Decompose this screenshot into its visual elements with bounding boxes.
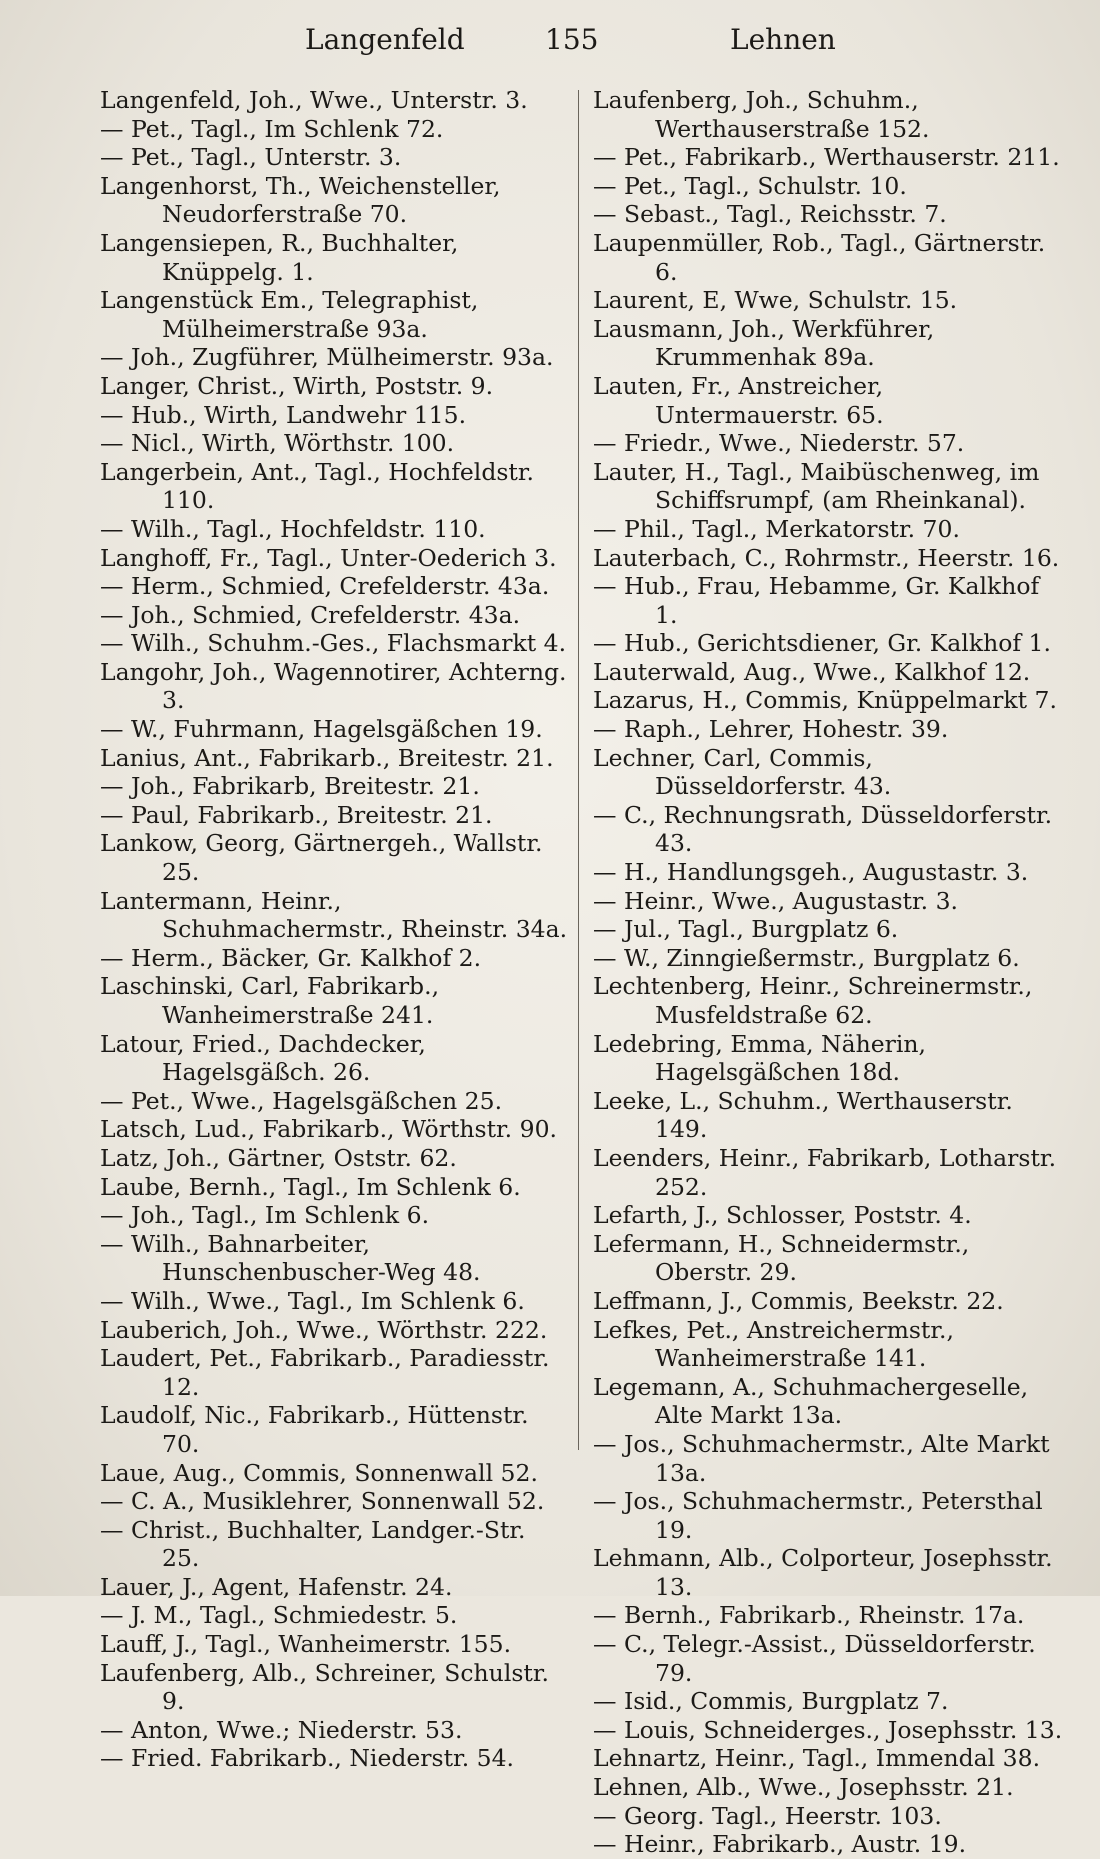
directory-entry: Langerbein, Ant., Tagl., Hochfeldstr. 110. [100, 457, 534, 515]
directory-entry: Lefermann, H., Schneidermstr., Oberstr. 29. [593, 1229, 970, 1287]
directory-entry: Laschinski, Carl, Fabrikarb., Wanheimerstraße 241. [100, 972, 440, 1029]
directory-entry: Langer, Christ., Wirth, Poststr. 9. [100, 371, 494, 400]
directory-entry: — Wilh., Wwe., Tagl., Im Schlenk 6. [100, 1286, 525, 1315]
directory-entry: Laurent, E, Wwe, Schulstr. 15. [593, 286, 958, 315]
header-right-keyword: Lehnen [730, 23, 836, 56]
directory-entry: Lanius, Ant., Fabrikarb., Breitestr. 21. [100, 743, 554, 772]
directory-entry: Laufenberg, Alb., Schreiner, Schulstr. 9. [100, 1658, 549, 1716]
directory-entry: — Pet., Tagl., Schulstr. 10. [593, 171, 907, 200]
directory-entry: Laudert, Pet., Fabrikarb., Paradiesstr. 12. [100, 1344, 550, 1401]
directory-entry: — Pet., Tagl., Im Schlenk 72. [100, 114, 444, 143]
directory-entry: — Jul., Tagl., Burgplatz 6. [593, 915, 899, 944]
directory-entry: Laube, Bernh., Tagl., Im Schlenk 6. [100, 1172, 521, 1201]
directory-entry: — C. A., Musiklehrer, Sonnenwall 52. [100, 1487, 545, 1516]
directory-entry: — Herm., Bäcker, Gr. Kalkhof 2. [100, 943, 482, 972]
directory-entry: — Fried. Fabrikarb., Niederstr. 54. [100, 1744, 515, 1773]
directory-entry: — Friedr., Wwe., Niederstr. 57. [593, 429, 965, 458]
directory-entry: — Joh., Tagl., Im Schlenk 6. [100, 1201, 430, 1230]
directory-entry: Laue, Aug., Commis, Sonnenwall 52. [100, 1458, 538, 1487]
directory-entry: — Georg. Tagl., Heerstr. 103. [593, 1801, 942, 1830]
directory-entry: Langenhorst, Th., Weichensteller, Neudorferstraße 70. [100, 171, 501, 229]
directory-entry: Leeke, L., Schuhm., Werthauserstr. 149. [593, 1086, 1013, 1144]
directory-entry: Lazarus, H., Commis, Knüppelmarkt 7. [593, 686, 1057, 715]
directory-entry: Laufenberg, Joh., Schuhm., Werthauserstraße 152. [593, 86, 930, 143]
directory-entry: — Wilh., Schuhm.-Ges., Flachsmarkt 4. [100, 629, 567, 658]
directory-entry: Lechner, Carl, Commis, Düsseldorferstr. 43. [593, 743, 892, 801]
directory-entry: Langensiepen, R., Buchhalter, Knüppelg. 1. [100, 228, 459, 286]
directory-entry: — W., Zinngießermstr., Burgplatz 6. [593, 943, 1020, 972]
directory-entry: Lefarth, J., Schlosser, Poststr. 4. [593, 1201, 972, 1230]
directory-entry: Lehnen, Alb., Wwe., Josephsstr. 21. [593, 1773, 1014, 1802]
directory-entry: — Hub., Frau, Hebamme, Gr. Kalkhof 1. [593, 572, 1040, 629]
directory-entry: Lauterwald, Aug., Wwe., Kalkhof 12. [593, 657, 1031, 686]
directory-entry: Latour, Fried., Dachdecker, Hagelsgäßch. 26. [100, 1029, 426, 1087]
directory-entry: — Christ., Buchhalter, Landger.-Str. 25. [100, 1515, 526, 1573]
directory-entry: — Pet., Tagl., Unterstr. 3. [100, 143, 402, 172]
directory-entry: Langenfeld, Joh., Wwe., Unterstr. 3. [100, 86, 528, 114]
directory-entry: Laudolf, Nic., Fabrikarb., Hüttenstr. 70. [100, 1401, 529, 1458]
running-header [100, 18, 1000, 62]
directory-entry: — Phil., Tagl., Merkatorstr. 70. [593, 514, 960, 543]
directory-entry: — C., Rechnungsrath, Düsseldorferstr. 43. [593, 800, 1053, 858]
directory-entry: — Louis, Schneiderges., Josephsstr. 13. [593, 1715, 1063, 1744]
directory-entry: — Pet., Fabrikarb., Werthauserstr. 211. [593, 143, 1060, 172]
directory-entry: — Raph., Lehrer, Hohestr. 39. [593, 715, 949, 744]
right-column [593, 86, 1063, 1859]
directory-entry: — J. M., Tagl., Schmiedestr. 5. [100, 1601, 458, 1630]
left-column [100, 86, 570, 1773]
directory-entry: Lauff, J., Tagl., Wanheimerstr. 155. [100, 1630, 512, 1659]
directory-entry: — Joh., Fabrikarb, Breitestr. 21. [100, 772, 480, 801]
directory-entry: Langenstück Em., Telegraphist, Mülheimerstraße 93a. [100, 286, 479, 343]
directory-entry: — Sebast., Tagl., Reichsstr. 7. [593, 200, 947, 229]
directory-entry: — Wilh., Bahnarbeiter, Hunschenbuscher-Weg 48. [100, 1229, 481, 1287]
directory-entry: — Nicl., Wirth, Wörthstr. 100. [100, 429, 455, 458]
directory-entry: Laupenmüller, Rob., Tagl., Gärtnerstr. 6. [593, 228, 1046, 286]
directory-entry: — Heinr., Fabrikarb., Austr. 19. [593, 1830, 967, 1859]
directory-entry: — Hub., Wirth, Landwehr 115. [100, 400, 467, 429]
directory-entry: — Pet., Wwe., Hagelsgäßchen 25. [100, 1086, 503, 1115]
directory-entry: Lauberich, Joh., Wwe., Wörthstr. 222. [100, 1315, 548, 1344]
directory-entry: Lauter, H., Tagl., Maibüschenweg, im Schiffsrumpf, (am Rheinkanal). [593, 457, 1040, 515]
directory-entry: — Wilh., Tagl., Hochfeldstr. 110. [100, 514, 486, 543]
directory-entry: Lauterbach, C., Rohrmstr., Heerstr. 16. [593, 543, 1060, 572]
directory-entry: Legemann, A., Schuhmachergeselle, Alte Markt 13a. [593, 1372, 1029, 1430]
directory-entry: Leffmann, J., Commis, Beekstr. 22. [593, 1286, 1004, 1315]
directory-entry: Lefkes, Pet., Anstreichermstr., Wanheimerstraße 141. [593, 1315, 954, 1373]
directory-entry: Lantermann, Heinr., Schuhmachermstr., Rheinstr. 34a. [100, 886, 568, 944]
directory-entry: Lankow, Georg, Gärtnergeh., Wallstr. 25. [100, 829, 543, 887]
directory-entry: Langhoff, Fr., Tagl., Unter-Oederich 3. [100, 543, 557, 572]
directory-entry: Leenders, Heinr., Fabrikarb, Lotharstr. 252. [593, 1143, 1057, 1201]
directory-entry: — Jos., Schuhmachermstr., Petersthal 19. [593, 1487, 1043, 1544]
directory-entry: — Paul, Fabrikarb., Breitestr. 21. [100, 800, 493, 829]
directory-entry: Lauten, Fr., Anstreicher, Untermauerstr. 65. [593, 371, 884, 429]
directory-entry: — H., Handlungsgeh., Augustastr. 3. [593, 858, 1029, 887]
directory-entry: Langohr, Joh., Wagennotirer, Achterng. 3. [100, 657, 567, 715]
directory-entry: Latsch, Lud., Fabrikarb., Wörthstr. 90. [100, 1115, 557, 1144]
directory-entry: — W., Fuhrmann, Hagelsgäßchen 19. [100, 715, 543, 744]
directory-entry: — Heinr., Wwe., Augustastr. 3. [593, 886, 958, 915]
directory-entry: Lehnartz, Heinr., Tagl., Immendal 38. [593, 1744, 1041, 1773]
directory-entry: — C., Telegr.-Assist., Düsseldorferstr. 79. [593, 1630, 1036, 1687]
directory-entry: Lauer, J., Agent, Hafenstr. 24. [100, 1572, 453, 1601]
directory-entry: Lehmann, Alb., Colporteur, Josephsstr. 13. [593, 1544, 1053, 1601]
directory-entry: — Jos., Schuhmachermstr., Alte Markt 13a. [593, 1429, 1050, 1487]
directory-entry: — Joh., Zugführer, Mülheimerstr. 93a. [100, 343, 554, 372]
column-divider [578, 90, 579, 1450]
page-number: 155 [545, 23, 599, 56]
directory-entry: — Isid., Commis, Burgplatz 7. [593, 1687, 949, 1716]
directory-entry: — Joh., Schmied, Crefelderstr. 43a. [100, 600, 521, 629]
directory-entry: — Hub., Gerichtsdiener, Gr. Kalkhof 1. [593, 629, 1051, 658]
directory-entry: Latz, Joh., Gärtner, Oststr. 62. [100, 1143, 457, 1172]
header-left-keyword: Langenfeld [305, 23, 465, 56]
directory-entry: Lausmann, Joh., Werkführer, Krummenhak 89a. [593, 314, 935, 372]
directory-entry: — Herm., Schmied, Crefelderstr. 43a. [100, 572, 550, 601]
directory-entry: Ledebring, Emma, Näherin, Hagelsgäßchen 18d. [593, 1029, 927, 1087]
directory-entry: Lechtenberg, Heinr., Schreinermstr., Musfeldstraße 62. [593, 972, 1033, 1029]
directory-entry: — Bernh., Fabrikarb., Rheinstr. 17a. [593, 1601, 1025, 1630]
directory-entry: — Anton, Wwe.; Niederstr. 53. [100, 1715, 463, 1744]
